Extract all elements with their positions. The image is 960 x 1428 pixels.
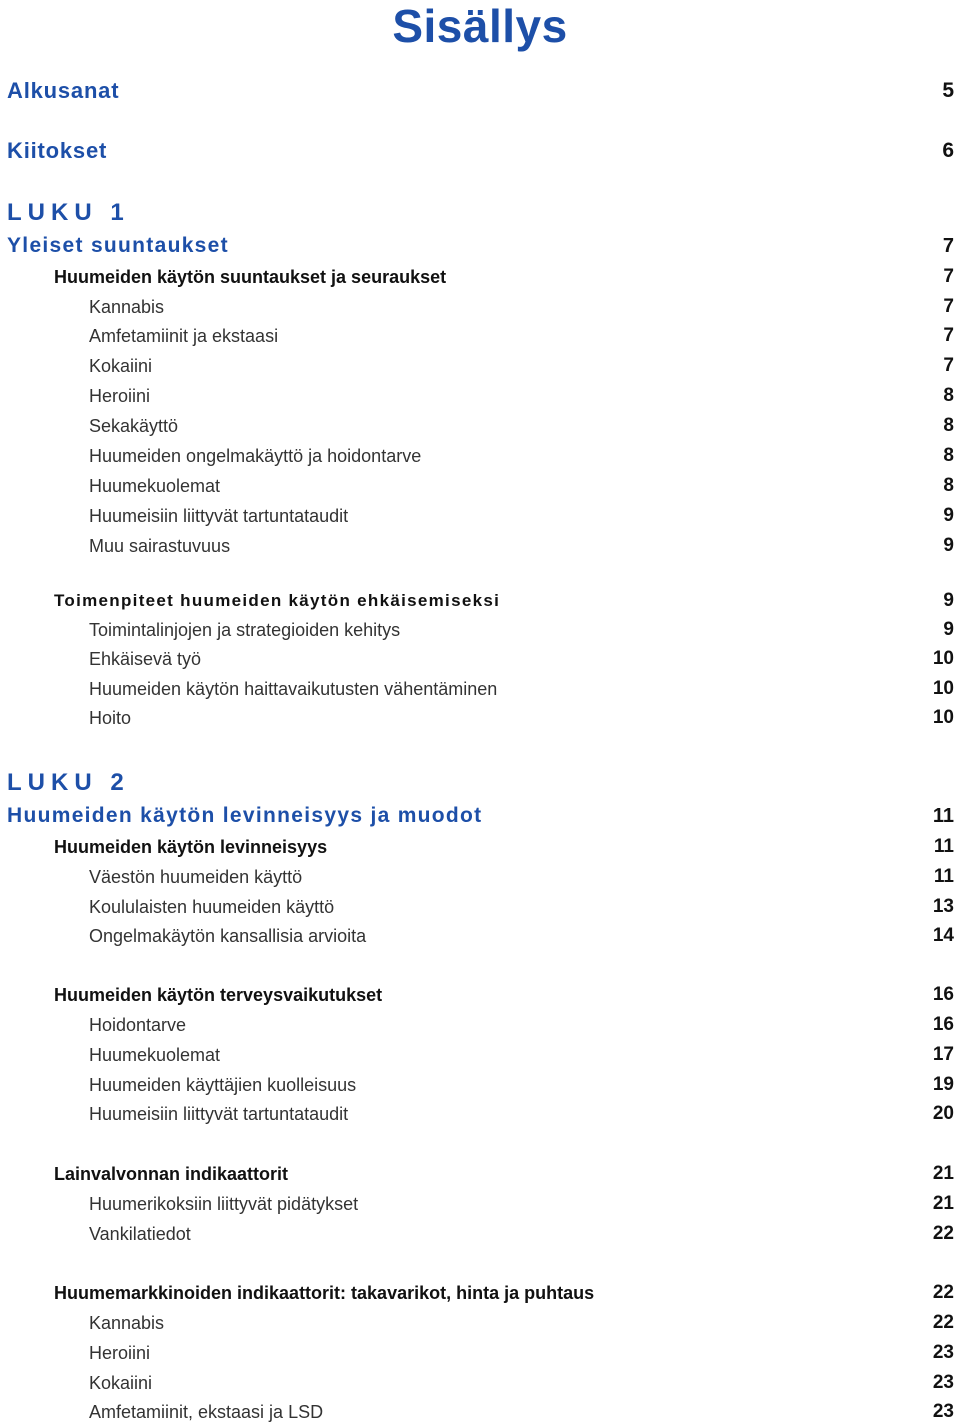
toc-entry-label: Huumeiden ongelmakäyttö ja hoidontarve [89,446,422,466]
toc-section-entry[interactable] [0,1278,960,1308]
toc-entry-label: Huumekuolemat [89,476,221,496]
toc-subsection-entry[interactable] [0,441,960,471]
toc-page-number: 16 [932,1014,954,1035]
toc-page-number: 14 [932,925,954,946]
toc-page-number: 23 [932,1401,954,1422]
toc-entry-label: Alkusanat [7,78,120,103]
toc-page-number: 22 [932,1312,954,1333]
toc-subsection-entry[interactable] [0,1040,960,1070]
toc-page-number: 9 [943,535,954,556]
toc-entry-label: Huumekuolemat [89,1045,221,1065]
toc-entry-label: LUKU 1 [7,199,130,226]
toc-subsection-entry[interactable] [0,292,960,322]
toc-entry-label: Huumeiden käytön terveysvaikutukset [54,985,383,1005]
toc-chapter-number[interactable] [0,768,960,798]
toc-page-number: 8 [943,445,954,466]
toc-subsection-entry[interactable] [0,1308,960,1338]
toc-subsection-entry[interactable] [0,1338,960,1368]
toc-page-number: 23 [932,1372,954,1393]
toc-front-entry[interactable] [0,136,960,166]
toc-page-number: 22 [932,1223,954,1244]
toc-section-entry[interactable] [0,832,960,862]
toc-entry-label: Vankilatiedot [89,1224,191,1244]
toc-page-number: 8 [943,415,954,436]
toc-subsection-entry[interactable] [0,501,960,531]
toc-entry-label: Ehkäisevä työ [89,649,202,669]
toc-section-entry[interactable] [0,980,960,1010]
toc-subsection-entry[interactable] [0,615,960,645]
toc-entry-label: Huumeiden käyttäjien kuolleisuus [89,1075,357,1095]
toc-section-entry[interactable] [0,262,960,292]
toc-page-number: 5 [942,79,954,102]
toc-entry-label: Kannabis [89,297,165,317]
toc-page-number: 8 [943,385,954,406]
toc-entry-label: Huumeisiin liittyvät tartuntataudit [89,506,349,526]
toc-entry-label: Huumeiden käytön levinneisyys ja muodot [7,804,483,827]
toc-page-number: 11 [932,805,954,827]
toc-chapter-number[interactable] [0,198,960,228]
toc-entry-label: Ongelmakäytön kansallisia arvioita [89,926,367,946]
toc-entry-label: Huumeisiin liittyvät tartuntataudit [89,1104,349,1124]
toc-page-number: 11 [933,836,954,857]
toc-subsection-entry[interactable] [0,862,960,892]
toc-subsection-entry[interactable] [0,703,960,733]
toc-subsection-entry[interactable] [0,1070,960,1100]
toc-entry-label: Amfetamiinit ja ekstaasi [89,326,279,346]
toc-page-number: 9 [943,590,954,611]
toc-subsection-entry[interactable] [0,531,960,561]
toc-page-number: 7 [942,235,954,257]
toc-page-number: 21 [932,1193,954,1214]
toc-entry-label: Kokaiini [89,1373,153,1393]
toc-subsection-entry[interactable] [0,471,960,501]
toc-entry-label: Väestön huumeiden käyttö [89,867,303,887]
toc-subsection-entry[interactable] [0,411,960,441]
toc-entry-label: Huumerikoksiin liittyvät pidätykset [89,1194,359,1214]
toc-entry-label: Kannabis [89,1313,165,1333]
toc-page-number: 7 [943,296,954,317]
toc-entry-label: Huumeiden käytön suuntaukset ja seuraukset [54,267,447,287]
toc-page-number: 16 [932,984,954,1005]
toc-page-number: 6 [942,139,954,162]
toc-entry-label: Sekakäyttö [89,416,179,436]
page-title: Sisällys [392,0,568,52]
toc-subsection-entry[interactable] [0,1099,960,1129]
toc-entry-label: Yleiset suuntaukset [7,234,229,257]
toc-page-number: 7 [943,355,954,376]
toc-chapter-entry[interactable] [0,801,960,831]
toc-page-number: 13 [932,896,954,917]
toc-page-number: 19 [932,1074,954,1095]
toc-entry-label: Heroiini [89,386,151,406]
toc-subsection-entry[interactable] [0,381,960,411]
toc-page-number: 21 [932,1163,954,1184]
toc-entry-label: Huumeiden käytön haittavaikutusten vähentäminen [89,679,498,699]
toc-entry-label: Huumeiden käytön levinneisyys [54,837,328,857]
toc-entry-label: Hoidontarve [89,1015,187,1035]
toc-subsection-entry[interactable] [0,674,960,704]
toc-page-number: 8 [943,475,954,496]
toc-entry-label: Huumemarkkinoiden indikaattorit: takavarikot, hinta ja puhtaus [54,1283,595,1303]
toc-subsection-entry[interactable] [0,921,960,951]
toc-entry-label: Kokaiini [89,356,153,376]
toc-subsection-entry[interactable] [0,1010,960,1040]
toc-page-number: 9 [943,619,954,640]
toc-subsection-entry[interactable] [0,321,960,351]
toc-subsection-entry[interactable] [0,1189,960,1219]
toc-entry-label: LUKU 2 [7,769,130,796]
toc-chapter-entry[interactable] [0,231,960,261]
toc-page-number: 9 [943,505,954,526]
toc-subsection-entry[interactable] [0,892,960,922]
toc-page-number: 11 [933,866,954,887]
toc-entry-label: Kiitokset [7,138,108,163]
toc-page-number: 7 [943,266,954,287]
toc-entry-label: Amfetamiinit, ekstaasi ja LSD [89,1402,324,1422]
toc-page-number: 10 [932,707,954,728]
toc-entry-label: Koululaisten huumeiden käyttö [89,897,335,917]
toc-page-number: 17 [932,1044,954,1065]
toc-subsection-entry[interactable] [0,644,960,674]
toc-subsection-entry[interactable] [0,1368,960,1398]
toc-page-number: 23 [932,1342,954,1363]
toc-section-entry[interactable] [0,1159,960,1189]
toc-page-number: 22 [932,1282,954,1303]
toc-subsection-entry[interactable] [0,1219,960,1249]
toc-page-number: 10 [932,678,954,699]
toc-entry-label: Lainvalvonnan indikaattorit [54,1164,289,1184]
toc-entry-label: Toimintalinjojen ja strategioiden kehitys [89,620,401,640]
toc-front-entry[interactable] [0,76,960,106]
toc-page-number: 7 [943,325,954,346]
toc-subsection-entry[interactable] [0,351,960,381]
toc-page-number: 20 [932,1103,954,1124]
toc-page-number: 10 [932,648,954,669]
toc-entry-label: Hoito [89,708,132,728]
toc-entry-label: Muu sairastuvuus [89,536,231,556]
toc-subsection-entry[interactable] [0,1397,960,1427]
toc-entry-label: Heroiini [89,1343,151,1363]
toc-section-entry[interactable] [0,586,960,616]
toc-entry-label: Toimenpiteet huumeiden käytön ehkäisemiseksi [54,591,501,610]
